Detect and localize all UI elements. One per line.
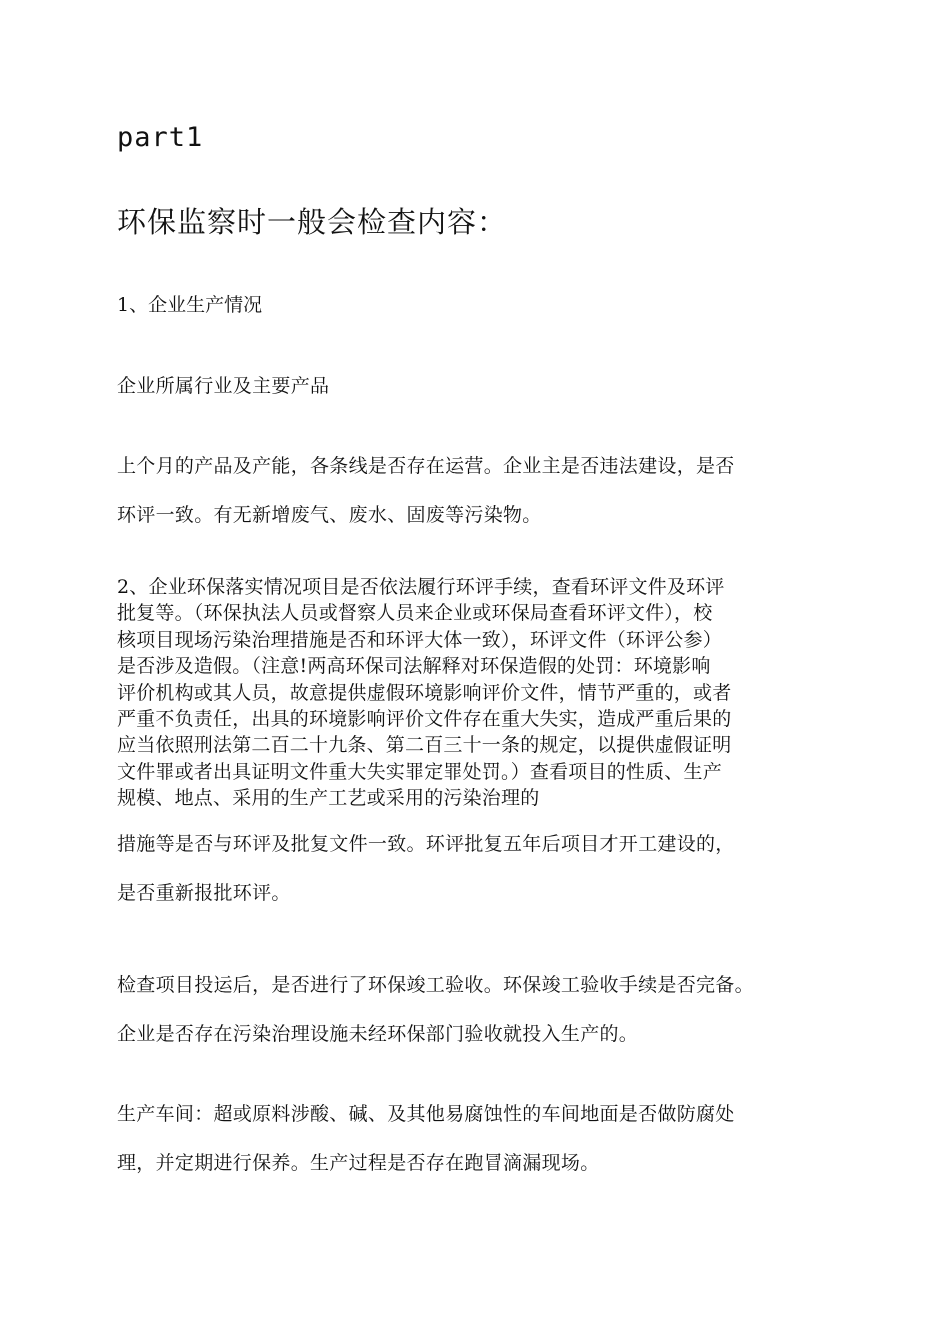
section2-line: 文件罪或者出具证明文件重大失实罪定罪处罚。）查看项目的性质、生产 (117, 760, 722, 783)
section2-line: 是否涉及造假。（注意!两高环保司法解释对环保造假的处罚：环境影响 (117, 655, 711, 678)
paragraph-workshop-line-2: 理，并定期进行保养。生产过程是否存在跑冒滴漏现场。 (117, 1152, 600, 1174)
paragraph-measures-line-2: 是否重新报批环评。 (117, 882, 291, 904)
section2-line: 2、企业环保落实情况项目是否依法履行环评手续，查看环评文件及环评 (117, 576, 725, 598)
paragraph-measures-line-1: 措施等是否与环评及批复文件一致。环评批复五年后项目才开工建设的， (117, 833, 735, 855)
section2-line: 核项目现场污染治理措施是否和环评大体一致），环评文件（环评公参） (117, 628, 722, 651)
paragraph-workshop-line-1: 生产车间：超或原料涉酸、碱、及其他易腐蚀性的车间地面是否做防腐处 (117, 1103, 735, 1125)
paragraph-acceptance-line-1: 检查项目投运后，是否进行了环保竣工验收。环保竣工验收手续是否完备。 (117, 974, 754, 996)
paragraph-industry: 企业所属行业及主要产品 (117, 375, 330, 397)
section2-line: 评价机构或其人员，故意提供虚假环境影响评价文件，情节严重的，或者 (117, 681, 732, 704)
paragraph-acceptance-line-2: 企业是否存在污染治理设施未经环保部门验收就投入生产的。 (117, 1023, 639, 1045)
part-label: part1 (117, 122, 204, 153)
section2-line: 应当依照刑法第二百二十九条、第二百三十一条的规定，以提供虚假证明 (117, 734, 732, 757)
section1-title: 1、企业生产情况 (117, 294, 263, 316)
page-title: 环保监察时一般会检查内容： (117, 205, 508, 239)
paragraph-section2 (117, 574, 837, 812)
paragraph-production-line-2: 环评一致。有无新增废气、废水、固废等污染物。 (117, 504, 542, 526)
paragraph-production-line-1: 上个月的产品及产能，各条线是否存在运营。企业主是否违法建设，是否 (117, 455, 735, 477)
section2-line: 规模、地点、采用的生产工艺或采用的污染治理的 (117, 787, 540, 810)
section2-line: 严重不负责任，出具的环境影响评价文件存在重大失实，造成严重后果的 (117, 708, 732, 731)
section2-line: 批复等。（环保执法人员或督察人员来企业或环保局查看环评文件），校 (117, 602, 713, 625)
